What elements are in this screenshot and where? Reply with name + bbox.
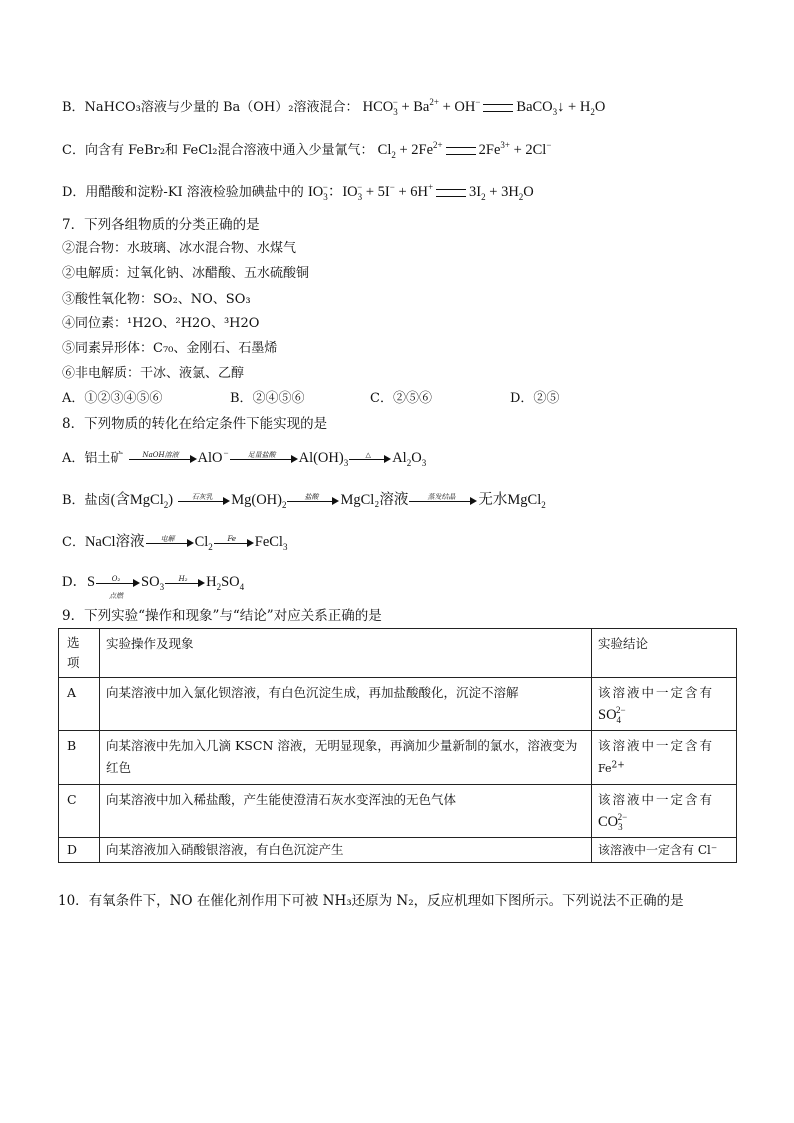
q6-option-c-equation: $Cl_2 + 2Fe^{2+}$ $2Fe^{3+} + 2Cl^-$ bbox=[377, 140, 552, 160]
q7-item-6: ⑥非电解质：干冰、液氯、乙醇 bbox=[62, 366, 245, 381]
table-header-row bbox=[59, 629, 737, 678]
reaction-arrow: NaOH溶液 bbox=[129, 453, 197, 465]
table-row bbox=[59, 838, 737, 863]
q8-b-prefix: B．盐卤 bbox=[62, 493, 111, 508]
q7-options bbox=[62, 389, 559, 409]
q6-option-d-text: D．用醋酸和淀粉-KI 溶液检验加碘盐中的 bbox=[62, 185, 304, 200]
row-conclusion: 该溶液中一定含有 $SO_4^{2-}$ bbox=[592, 678, 737, 731]
q8-c-reactant: NaCl溶液 bbox=[84, 534, 145, 550]
row-operation: 向某溶液加入硝酸银溶液，有白色沉淀产生 bbox=[100, 838, 592, 863]
header-option: 选项 bbox=[59, 629, 100, 678]
q6-option-b bbox=[62, 97, 605, 118]
q8-d-product-2: H bbox=[206, 574, 217, 590]
header-conclusion: 实验结论 bbox=[592, 629, 737, 678]
reaction-arrow: O₂ 点燃 bbox=[96, 577, 140, 589]
q8-a-prefix: A．铝土矿 bbox=[62, 451, 124, 466]
q8-option-c: C．NaCl溶液 电解 $Cl_2$ Fe FeCl$_3$ bbox=[62, 534, 288, 552]
row-operation: 向某溶液中加入稀盐酸，产生能使澄清石灰水变浑浊的无色气体 bbox=[100, 785, 592, 838]
q8-b-product-2: MgCl₂溶液 bbox=[340, 492, 409, 508]
q8-option-d: D．S O₂ 点燃 $SO_3$ H₂ $H_2SO_4$ bbox=[62, 574, 245, 600]
q8-a-product-2: Al bbox=[298, 450, 314, 466]
reaction-arrow: 石灰乳 bbox=[178, 495, 230, 507]
q10-stem: 10．有氧条件下，NO 在催化剂作用下可被 NH₃还原为 N₂，反应机理如下图所示。下列说法不正确的是 bbox=[58, 893, 684, 909]
q9-stem: 9．下列实验“操作和现象”与“结论”对应关系正确的是 bbox=[62, 608, 382, 624]
reaction-arrow: 盐酸 bbox=[287, 495, 339, 507]
row-option: A bbox=[59, 678, 100, 731]
reaction-arrow: Fe bbox=[214, 537, 254, 549]
reaction-arrow: 电解 bbox=[146, 537, 194, 549]
row-option: C bbox=[59, 785, 100, 838]
q6-option-c bbox=[62, 140, 551, 161]
q8-d-prefix: D．S bbox=[62, 574, 96, 590]
reaction-arrow: H₂ bbox=[165, 577, 205, 589]
q8-option-b: B．盐卤(含MgCl$_2$) 石灰乳 $Mg(OH)_2$ 盐酸 MgCl₂溶液 蒸发结晶 无水MgCl$_2$ bbox=[62, 492, 546, 510]
header-operation: 实验操作及现象 bbox=[100, 629, 592, 678]
q7-stem: 7．下列各组物质的分类正确的是 bbox=[62, 217, 260, 233]
equals-sign bbox=[446, 147, 476, 155]
row-option: B bbox=[59, 731, 100, 785]
q9-table bbox=[58, 628, 737, 863]
q8-a-product-1: AlO bbox=[197, 450, 223, 466]
q7-item-3: ③酸性氧化物：SO₂、NO、SO₃ bbox=[62, 292, 251, 307]
table-row bbox=[59, 785, 737, 838]
q8-a-product-3: Al bbox=[392, 450, 407, 466]
q8-stem: 8．下列物质的转化在给定条件下能实现的是 bbox=[62, 416, 328, 432]
q6-option-b-equation: $HCO_3^- + Ba^{2+} + OH^-$ BaCO$_3$↓ + $H_2O$ bbox=[362, 97, 606, 117]
q7-item-1: ②混合物：水玻璃、冰水混合物、水煤气 bbox=[62, 241, 297, 256]
q8-b-product-3: 无水MgCl bbox=[478, 492, 542, 508]
q8-c-prefix: C． bbox=[62, 535, 85, 550]
q6-option-d bbox=[62, 182, 534, 203]
q7-option-d: D．②⑤ bbox=[510, 391, 560, 406]
table-row bbox=[59, 731, 737, 785]
q7-item-4: ④同位素：¹H2O、²H2O、³H2O bbox=[62, 316, 260, 331]
q8-c-product-2: FeCl bbox=[254, 534, 283, 550]
row-operation: 向某溶液中先加入几滴 KSCN 溶液，无明显现象，再滴加少量新制的氯水，溶液变为红色 bbox=[100, 731, 592, 785]
q7-option-a: A．①②③④⑤⑥ bbox=[62, 391, 163, 406]
table-row bbox=[59, 678, 737, 731]
q7-option-c: C．②⑤⑥ bbox=[370, 391, 432, 406]
row-conclusion: 该溶液中一定含有 Cl⁻ bbox=[592, 838, 737, 863]
row-conclusion: 该溶液中一定含有 $CO_3^{2-}$ bbox=[592, 785, 737, 838]
row-conclusion: 该溶液中一定含有 $Fe^{2+}$ bbox=[592, 731, 737, 785]
q6-option-c-text: C．向含有 FeBr₂和 FeCl₂混合溶液中通入少量氰气： bbox=[62, 143, 374, 158]
q8-d-product-1: SO bbox=[141, 574, 160, 590]
q6-option-d-equation: $IO_3^-$：$IO_3^- + 5I^- + 6H^+$ $3I_2 + 3H_2O$ bbox=[307, 182, 534, 202]
reaction-arrow: △ bbox=[349, 453, 391, 465]
row-option: D bbox=[59, 838, 100, 863]
q7-item-2: ②电解质：过氧化钠、冰醋酸、五水硫酸铜 bbox=[62, 266, 310, 281]
q6-option-b-text: B．NaHCO₃溶液与少量的 Ba（OH）₂溶液混合： bbox=[62, 100, 359, 115]
q7-item-5: ⑤同素异形体：C₇₀、金刚石、石墨烯 bbox=[62, 341, 278, 356]
equals-sign bbox=[483, 104, 513, 112]
reaction-arrow: 蒸发结晶 bbox=[409, 495, 477, 507]
equals-sign bbox=[436, 189, 466, 197]
reaction-arrow: 足量盐酸 bbox=[230, 453, 298, 465]
q8-option-a: A．铝土矿 NaOH溶液 AlO− 足量盐酸 $Al(OH)_3$ △ $Al_2O_3$ bbox=[62, 448, 427, 468]
q8-c-product-1: Cl bbox=[194, 534, 209, 550]
row-operation: 向某溶液中加入氯化钡溶液，有白色沉淀生成，再加盐酸酸化，沉淀不溶解 bbox=[100, 678, 592, 731]
q7-option-b: B．②④⑤⑥ bbox=[230, 391, 305, 406]
